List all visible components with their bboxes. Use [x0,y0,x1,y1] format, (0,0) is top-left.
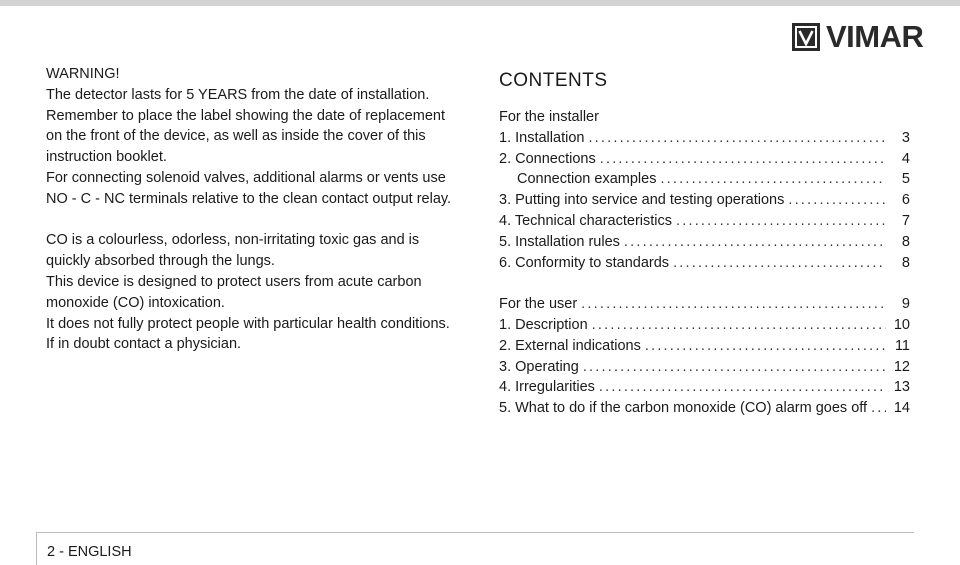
warning-text-block [46,64,486,355]
toc-entry-label: 5. Installation rules [499,233,620,250]
toc-entry[interactable] [499,211,910,232]
toc-entry[interactable] [499,315,910,336]
toc-entry-page: 13 [893,379,910,396]
toc-entry-label: 3. Putting into service and testing operations [499,192,785,209]
text-line: It does not fully protect people with particular health conditions. [46,315,450,332]
toc-entry-page: 6 [901,192,910,209]
toc-leader [600,149,886,170]
text-line: instruction booklet. [46,149,167,166]
footer-divider [36,532,914,533]
toc-entry[interactable] [499,149,910,170]
installer-heading: For the installer [499,109,599,125]
text-line: quickly absorbed through the lungs. [46,253,275,270]
table-of-contents [499,107,910,419]
text-line: If in doubt contact a physician. [46,336,242,353]
contents-title: CONTENTS [499,70,608,91]
toc-leader [599,377,886,398]
toc-entry[interactable] [499,398,910,419]
toc-entry-label: For the user [499,296,578,313]
toc-entry-page: 10 [893,316,910,333]
toc-entry-page: 8 [901,254,910,271]
toc-entry-label: 3. Operating [499,358,579,375]
text-line: on the front of the device, as well as inside the cover of this [46,128,426,145]
text-line: For connecting solenoid valves, additional alarms or vents use [46,169,446,186]
page-footer: 2 - ENGLISH [47,544,132,560]
toc-leader [676,211,886,232]
toc-leader [624,232,886,253]
toc-entry-page: 14 [893,400,910,417]
text-line: monoxide (CO) intoxication. [46,294,225,311]
toc-entry-page: 3 [901,129,910,146]
toc-leader [673,253,886,274]
toc-entry-label: 2. Connections [499,150,596,167]
toc-leader [581,294,886,315]
toc-leader [645,336,886,357]
toc-entry-label: 4. Irregularities [499,379,595,396]
toc-entry-page: 5 [901,171,910,188]
toc-entry-label: 4. Technical characteristics [499,212,673,229]
toc-leader [871,398,886,419]
top-border [0,0,960,6]
toc-leader [588,128,886,149]
toc-entry[interactable] [499,128,910,149]
toc-leader [592,315,886,336]
toc-entry-page: 7 [901,212,910,229]
text-line: The detector lasts for 5 YEARS from the date of installation. [46,86,430,103]
toc-entry-label: 1. Description [499,316,588,333]
toc-entry[interactable] [499,377,910,398]
toc-subentry[interactable] [499,169,910,190]
text-line: CO is a colourless, odorless, non-irritating toxic gas and is [46,232,420,249]
toc-entry-label: Connection examples [517,171,657,188]
vimar-logo-mark-icon [792,23,820,51]
toc-entry-page: 11 [894,337,910,354]
toc-entry[interactable] [499,232,910,253]
warning-heading: WARNING! [46,66,120,82]
user-heading[interactable] [499,294,910,315]
toc-entry-label: 6. Conformity to standards [499,254,670,271]
toc-leader [788,190,886,211]
toc-entry[interactable] [499,336,910,357]
text-line: Remember to place the label showing the date of replacement [46,107,445,124]
vimar-logo [792,19,924,54]
toc-entry-page: 8 [901,233,910,250]
toc-entry[interactable] [499,190,910,211]
toc-entry-label: 1. Installation [499,129,585,146]
toc-entry-page: 4 [901,150,910,167]
toc-leader [583,357,886,378]
footer-divider-tick [36,532,37,565]
toc-leader [660,169,886,190]
toc-entry-page: 9 [901,296,910,313]
toc-entry[interactable] [499,357,910,378]
toc-entry[interactable] [499,253,910,274]
text-line: This device is designed to protect users from acute carbon [46,273,422,290]
brand-name: VIMAR [826,19,924,54]
text-line: NO - C - NC terminals relative to the clean contact output relay. [46,190,452,207]
toc-entry-page: 12 [893,358,910,375]
toc-entry-label: 2. External indications [499,337,641,354]
toc-entry-label: 5. What to do if the carbon monoxide (CO) alarm goes off [499,400,868,417]
paragraph-gap [46,210,486,231]
section-gap [499,273,910,294]
